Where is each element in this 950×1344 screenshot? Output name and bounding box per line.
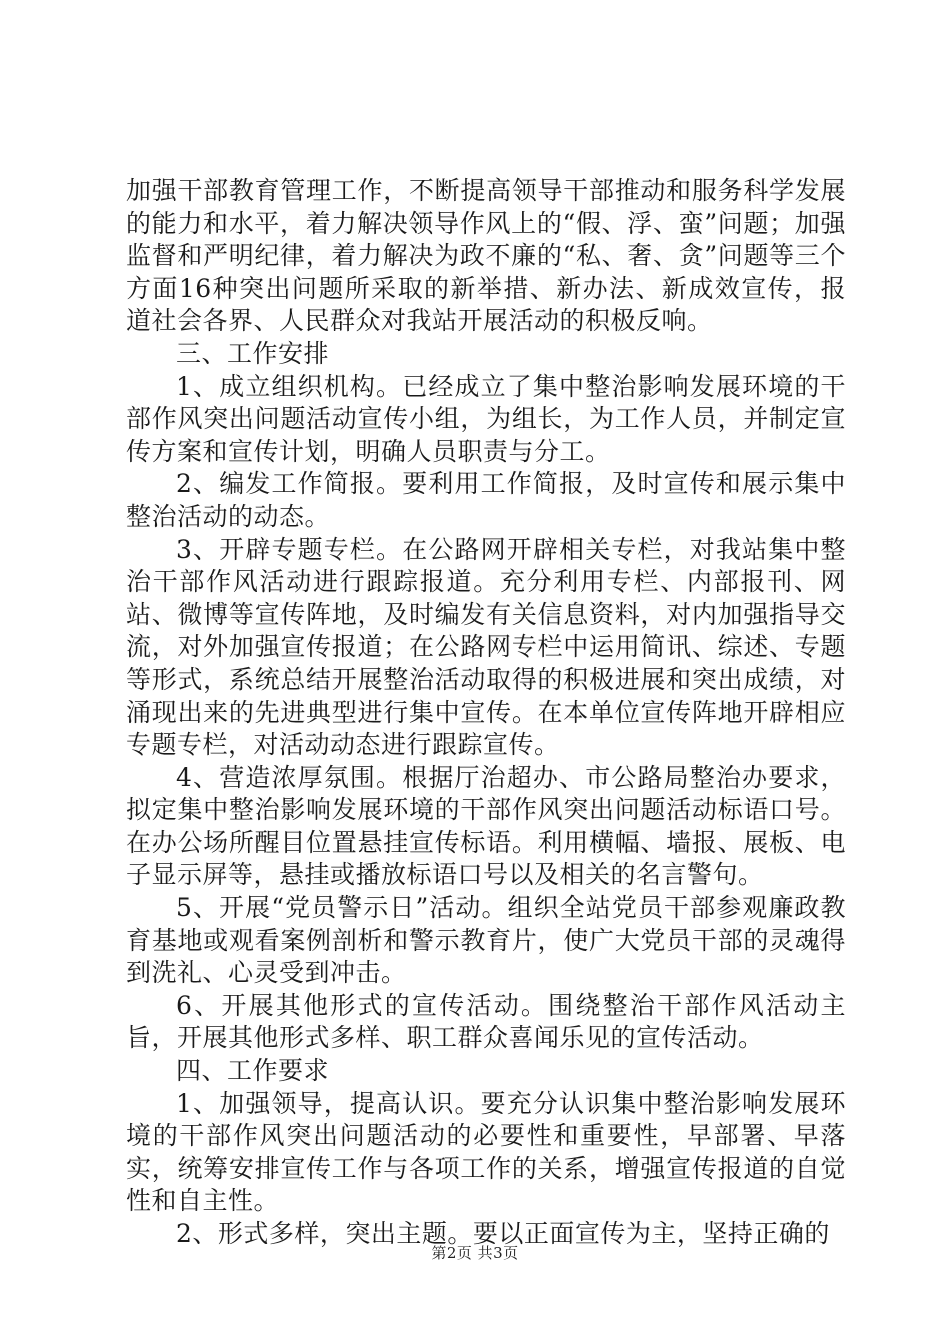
paragraph-item-1: 1、成立组织机构。已经成立了集中整治影响发展环境的干部作风突出问题活动宣传小组，为组长，为工作人员，并制定宣传方案和宣传计划，明确人员职责与分工。 bbox=[126, 371, 846, 466]
paragraph-requirement-2: 2、形式多样，突出主题。要以正面宣传为主，坚持正确的 bbox=[176, 1219, 830, 1248]
paragraph-item-5: 5、开展“党员警示日”活动。组织全站党员干部参观廉政教育基地或观看案例剖析和警示教育片，使广大党员干部的灵魂得到洗礼、心灵受到冲击。 bbox=[126, 893, 846, 988]
section-heading-work-requirements: 四、工作要求 bbox=[176, 1056, 330, 1086]
paragraph-continuation: 加强干部教育管理工作，不断提高领导干部推动和服务科学发展的能力和水平，着力解决领导作风上的“假、浮、蛮”问题；加强监督和严明纪律，着力解决为政不廉的“私、奢、贪”问题等三个方面16种突出问题所采取的新举措、新办法、新成效宣传，报道社会各界、人民群众对我站开展活动的积极反响。 bbox=[126, 176, 846, 336]
paragraph-requirement-1: 1、加强领导，提高认识。要充分认识集中整治影响发展环境的干部作风突出问题活动的必要性和重要性，早部署、早落实，统筹安排宣传工作与各项工作的关系，增强宣传报道的自觉性和自主性。 bbox=[126, 1088, 846, 1216]
page-number-footer: 第2页 共3页 bbox=[431, 1244, 519, 1262]
paragraph-item-2: 2、编发工作简报。要利用工作简报，及时宣传和展示集中整治活动的动态。 bbox=[126, 469, 846, 531]
section-heading-work-arrangement: 三、工作安排 bbox=[176, 338, 330, 368]
paragraph-item-6: 6、开展其他形式的宣传活动。围绕整治干部作风活动主旨，开展其他形式多样、职工群众喜闻乐见的宣传活动。 bbox=[126, 990, 846, 1053]
document-body bbox=[126, 175, 846, 1251]
paragraph-item-4: 4、营造浓厚氛围。根据厅治超办、市公路局整治办要求，拟定集中整治影响发展环境的干部作风突出问题活动标语口号。在办公场所醒目位置悬挂宣传标语。利用横幅、墙报、展板、电子显示屏等，悬挂或播放标语口号以及相关的名言警句。 bbox=[126, 762, 846, 890]
paragraph-item-3: 3、开辟专题专栏。在公路网开辟相关专栏，对我站集中整治干部作风活动进行跟踪报道。充分利用专栏、内部报刊、网站、微博等宣传阵地，及时编发有关信息资料，对内加强指导交流，对外加强宣传报道；在公路网专栏中运用简讯、综述、专题等形式，系统总结开展整治活动取得的积极进展和突出成绩，对涌现出来的先进典型进行集中宣传。在本单位宣传阵地开辟相应专题专栏，对活动动态进行跟踪宣传。 bbox=[126, 534, 846, 760]
